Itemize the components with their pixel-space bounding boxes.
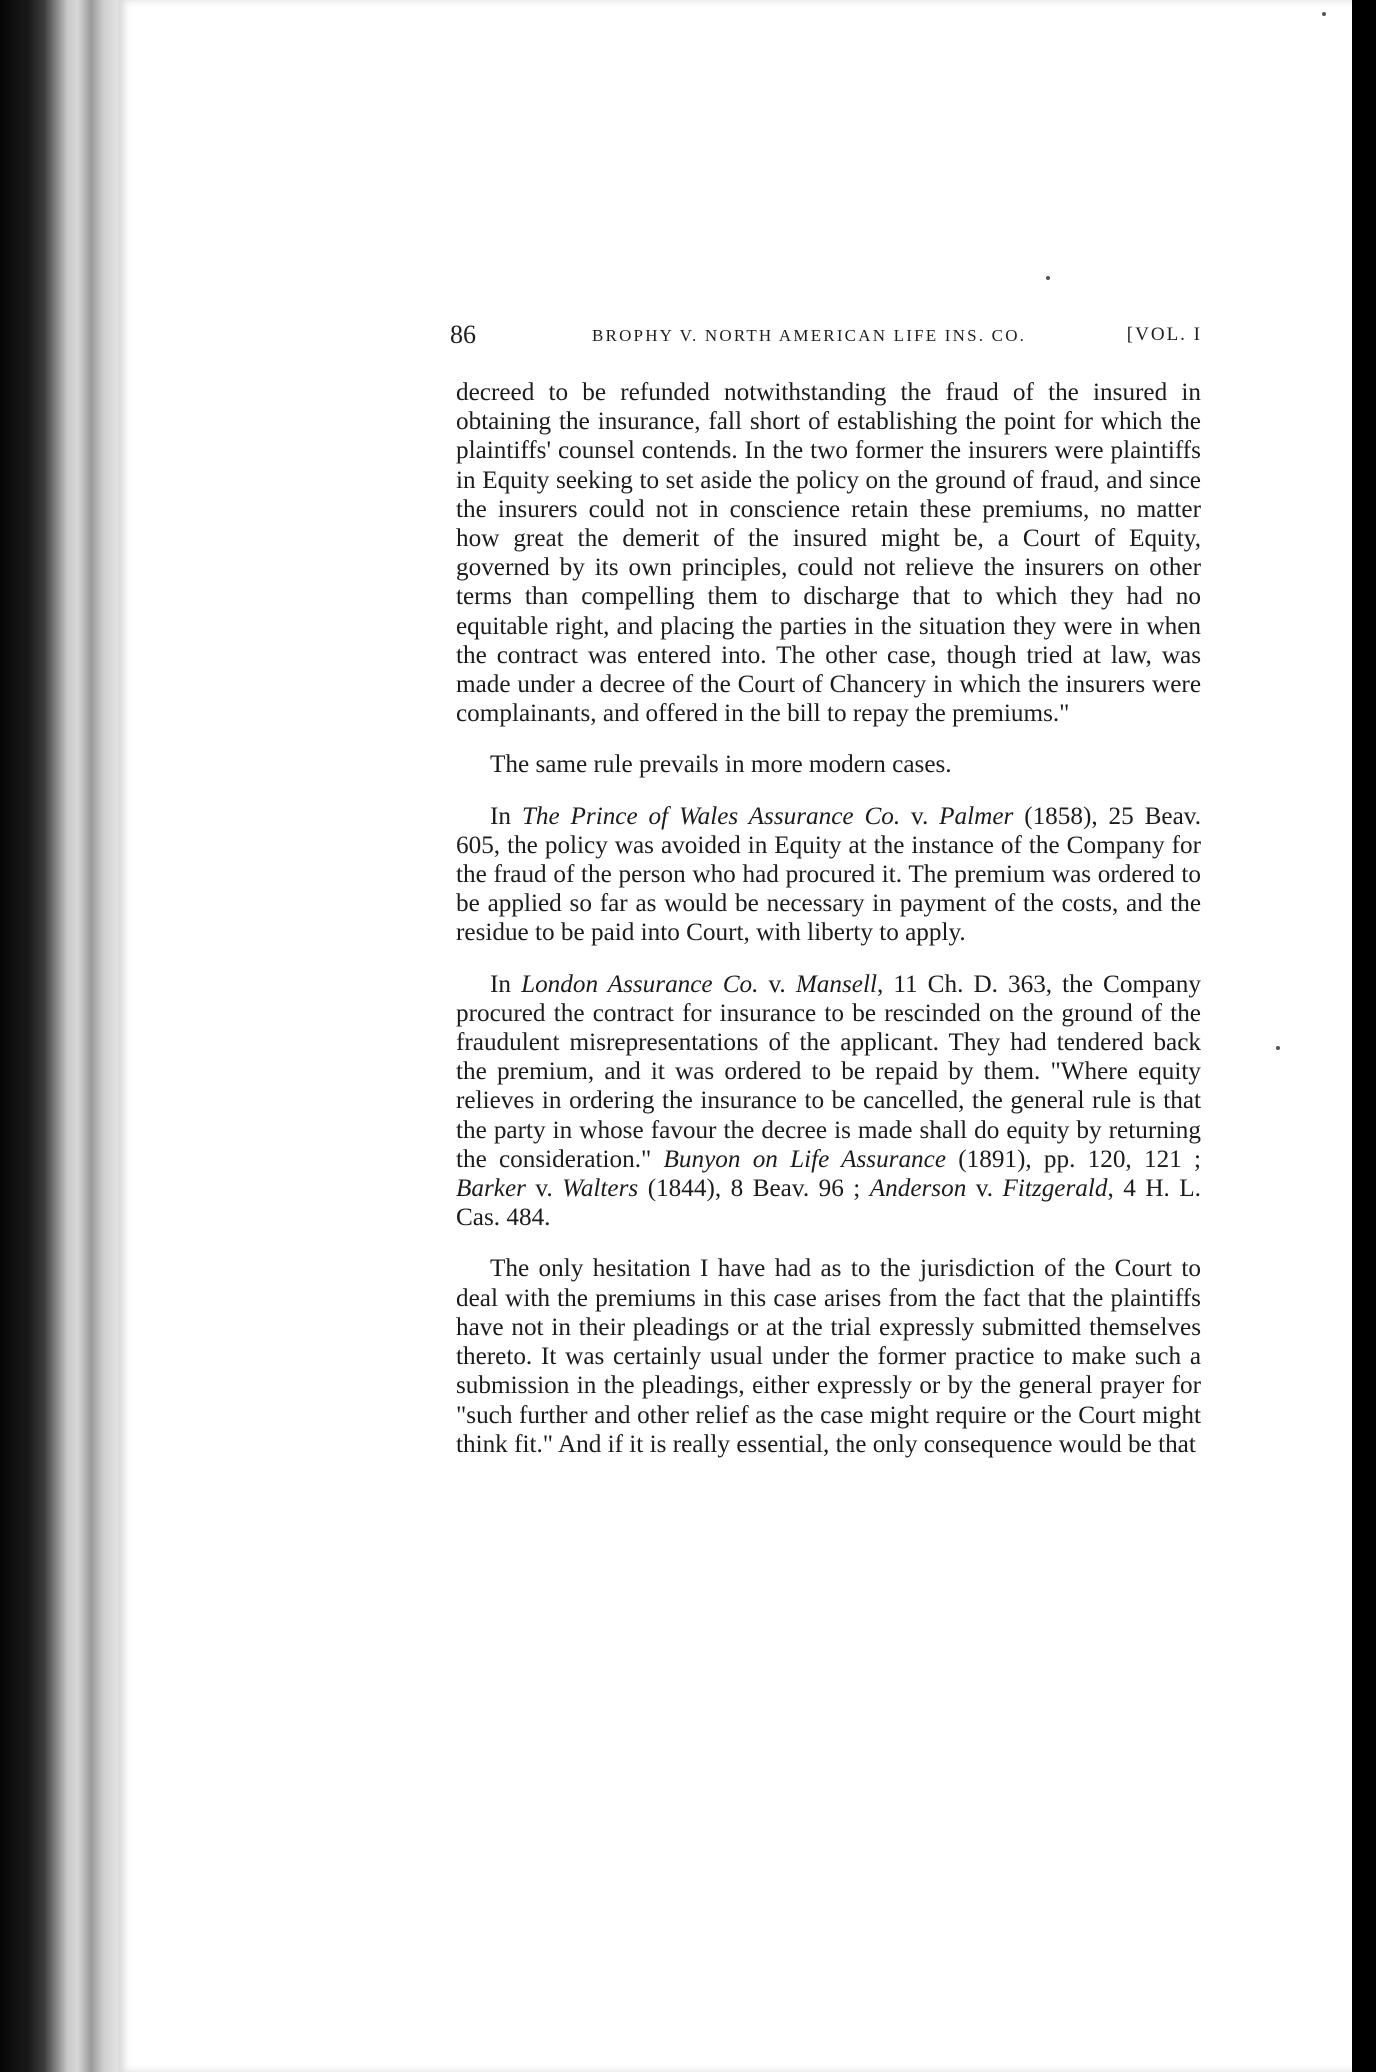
text-run: v. (525, 1175, 563, 1203)
text-run: , 11 Ch. D. 363, the Company procured the contract for insurance to be rescinded on the ground of the fraudulent misrepresentations of the applicant. They had tendered back the premium, and it was ordered to be repaid by them. "Where equity relieves in ordering the insurance to be cancelled, the general rule is that the party in whose favour the decree is made shall do equity by returning the consideration." (456, 970, 1201, 1173)
speck-mark (1046, 276, 1050, 280)
paragraph: decreed to be refunded notwithstanding the fraud of the insured in obtaining the insurance, fall short of establishing the point for which the plaintiffs' counsel contends. In the two former the insurers were plaintiffs in Equity seeking to set aside the policy on the ground of fraud, and since the insurers could not in conscience retain these premiums, no matter how great the demerit of the insured might be, a Court of Equity, governed by its own principles, could not relieve the insurers on other terms than compelling them to discharge that to which they had no equitable right, and placing the parties in the situation they were in when the contract was entered into. The other case, though tried at law, was made under a decree of the Court of Chancery in which the insurers were complainants, and offered in the bill to repay the premiums." (456, 379, 1201, 728)
text-run: v. (966, 1175, 1003, 1203)
case-name: Anderson (869, 1175, 967, 1203)
case-name: Palmer (939, 802, 1014, 830)
page-edge (1352, 0, 1376, 2072)
text-run: v. (758, 970, 796, 998)
text-run: (1858), 25 Beav. 605, the policy was avoided in Equity at the instance of the Company for the fraud of the person who had procured it. The premium was ordered to be applied so far as would be necessary in payment of the costs, and the residue to be paid into Court, with liberty to apply. (456, 802, 1201, 947)
case-name: Mansell (795, 970, 877, 998)
case-name: Walters (562, 1175, 639, 1203)
text-run: , 4 H. L. Cas. 484. (456, 1175, 1201, 1232)
body-text (456, 378, 1201, 1459)
volume-label: [VOL. I (1126, 324, 1202, 345)
speck-mark (1276, 1046, 1280, 1050)
running-header (450, 320, 1210, 360)
text-run: In (490, 802, 522, 830)
paragraph (456, 802, 1201, 948)
case-name: The Prince of Wales Assurance Co. (521, 802, 901, 830)
book-spine (0, 0, 130, 2072)
case-name: Barker (456, 1175, 526, 1203)
text-run: In (490, 970, 522, 998)
running-title: BROPHY V. NORTH AMERICAN LIFE INS. CO. (592, 326, 1027, 345)
citation: Bunyon on Life Assurance (663, 1145, 947, 1173)
paragraph (456, 970, 1201, 1233)
paragraph: The same rule prevails in more modern cases. (490, 751, 952, 779)
text-run: (1891), pp. 120, 121 ; (946, 1145, 1201, 1173)
case-name: Fitzgerald (1002, 1175, 1108, 1203)
speck-mark (1322, 12, 1326, 16)
page-number: 86 (450, 320, 476, 349)
case-name: London Assurance Co. (521, 970, 759, 998)
paragraph: The only hesitation I have had as to the jurisdiction of the Court to deal with the premiums in this case arises from the fact that the plaintiffs have not in their pleadings or at the trial expressly submitted themselves thereto. It was certainly usual under the former practice to make such a submission in the pleadings, either expressly or by the general prayer for "such further and other relief as the case might require or the Court might think fit." And if it is really essential, the only consequence would be that (456, 1255, 1201, 1458)
text-run: (1844), 8 Beav. 96 ; (638, 1175, 870, 1203)
text-run: v. (900, 802, 940, 830)
